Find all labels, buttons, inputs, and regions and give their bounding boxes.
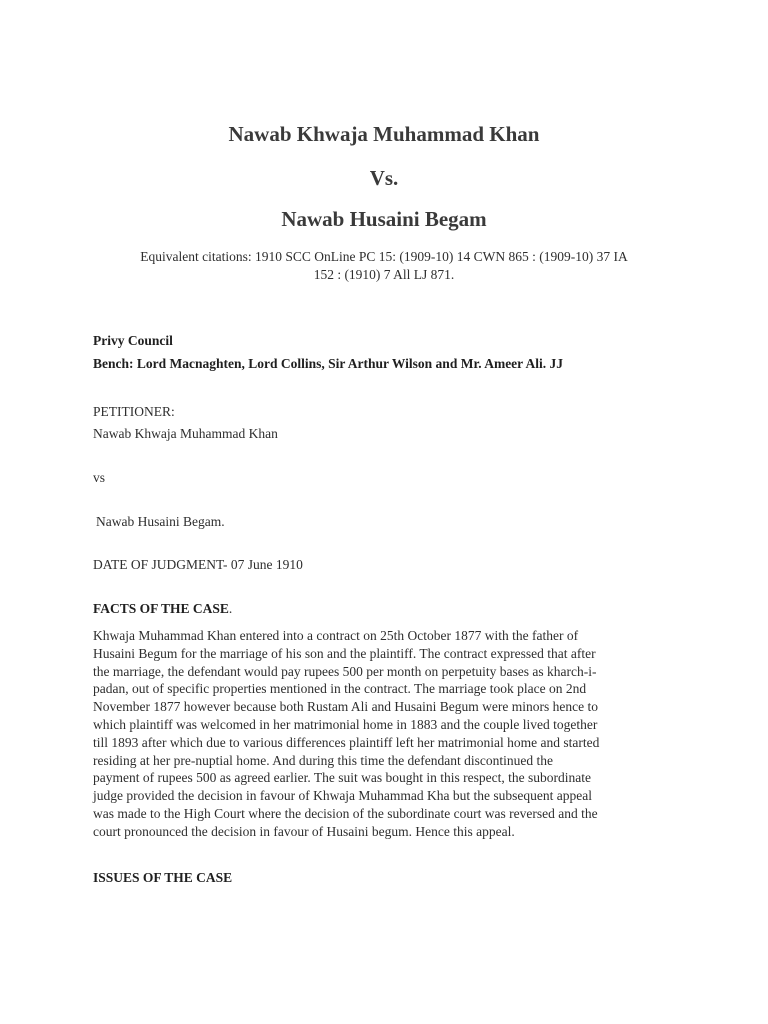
facts-heading bbox=[93, 600, 232, 618]
facts-line: payment of rupees 500 as agreed earlier. The suit was bought in this respect, the subordinate bbox=[93, 770, 591, 786]
facts-line: Husaini Begum for the marriage of his son and the plaintiff. The contract expressed that after bbox=[93, 645, 596, 661]
bench-members: Bench: Lord Macnaghten, Lord Collins, Sir Arthur Wilson and Mr. Ameer Ali. JJ bbox=[93, 356, 564, 371]
petitioner-label: PETITIONER: bbox=[93, 404, 175, 419]
facts-line: court pronounced the decision in favour of Husaini begum. Hence this appeal. bbox=[93, 823, 515, 839]
court-name: Privy Council bbox=[93, 333, 173, 348]
citations-line-2: 152 : (1910) 7 All LJ 871. bbox=[313, 267, 455, 282]
issues-heading: ISSUES OF THE CASE bbox=[93, 870, 233, 885]
case-title-respondent: Nawab Husaini Begam bbox=[281, 207, 487, 231]
facts-line: Khwaja Muhammad Khan entered into a contract on 25th October 1877 with the father of bbox=[93, 628, 579, 643]
citations-line-1: Equivalent citations: 1910 SCC OnLine PC 15: (1909-10) 14 CWN 865 : (1909-10) 37 IA bbox=[140, 249, 628, 264]
petitioner-name: Nawab Khwaja Muhammad Khan bbox=[93, 426, 278, 441]
judgment-date: DATE OF JUDGMENT- 07 June 1910 bbox=[93, 557, 303, 572]
facts-heading-text: FACTS OF THE CASE bbox=[93, 601, 229, 616]
facts-line: the marriage, the defendant would pay rupees 500 per month on perpetuity bases as kharch-i- bbox=[93, 663, 597, 679]
facts-line: residing at her pre-nuptial home. And during this time the defendant discontinued the bbox=[93, 752, 554, 768]
facts-line: padan, out of specific properties mentioned in the contract. The marriage took place on 2nd bbox=[93, 681, 587, 697]
case-title-petitioner: Nawab Khwaja Muhammad Khan bbox=[228, 122, 540, 146]
equivalent-citations bbox=[100, 248, 668, 284]
facts-line: till 1893 after which due to various differences plaintiff left her matrimonial home and started bbox=[93, 734, 600, 750]
facts-line: judge provided the decision in favour of Khwaja Muhammad Kha but the subsequent appeal bbox=[93, 788, 592, 804]
facts-heading-suffix: . bbox=[228, 601, 233, 616]
facts-paragraph bbox=[93, 627, 678, 841]
respondent-name: Nawab Husaini Begam. bbox=[96, 514, 225, 529]
facts-line: was made to the High Court where the decision of the subordinate court was reversed and the bbox=[93, 805, 598, 821]
facts-line: which plaintiff was welcomed in her matrimonial home in 1883 and the couple lived together bbox=[93, 716, 598, 732]
case-title-versus: Vs. bbox=[369, 166, 399, 190]
versus-text: vs bbox=[93, 470, 106, 485]
facts-line: November 1877 however because both Rustam Ali and Husaini Begum were minors hence to bbox=[93, 699, 599, 715]
